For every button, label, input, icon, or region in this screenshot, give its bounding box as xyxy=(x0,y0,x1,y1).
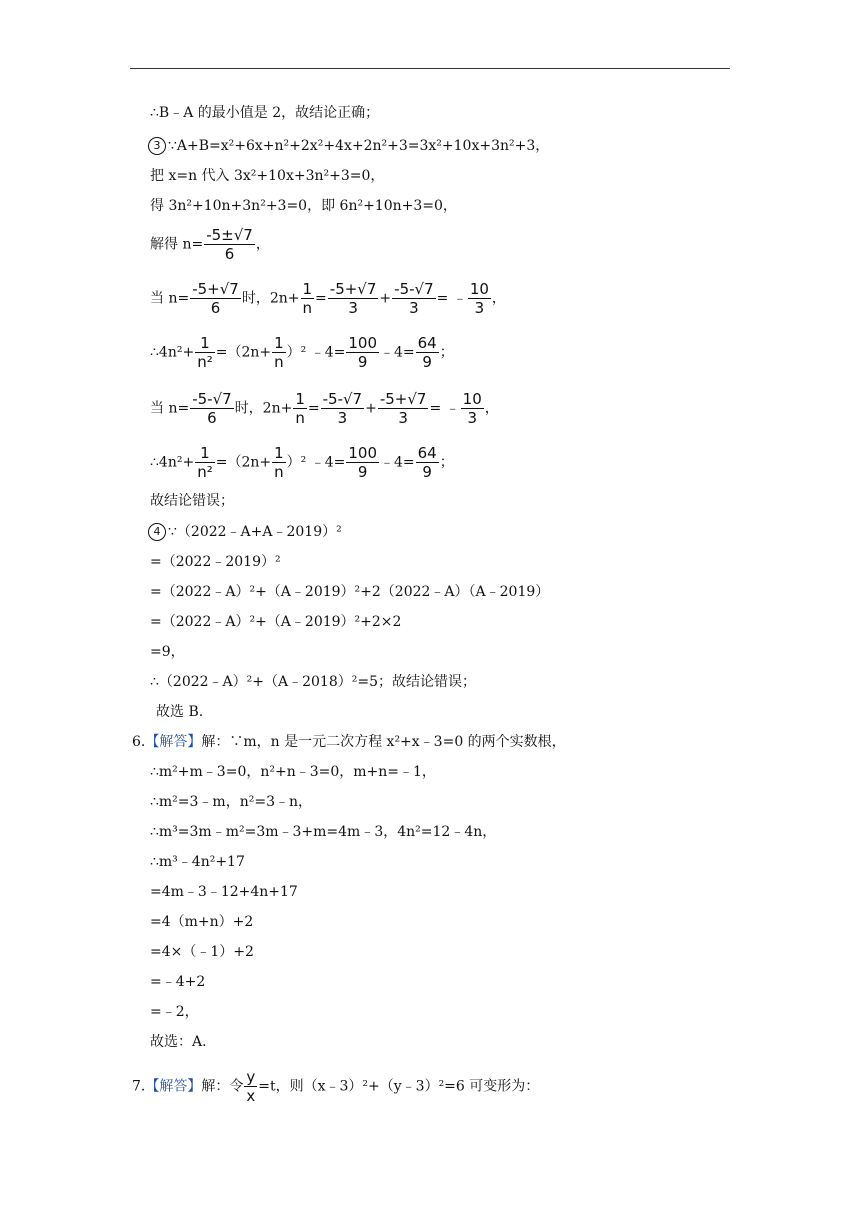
line-item3 xyxy=(148,136,549,156)
circled-3: 3 xyxy=(148,137,166,155)
header-rule xyxy=(130,68,730,69)
line-equation: 得 3n²+10n+3n²+3=0，即 6n²+10n+3=0， xyxy=(150,198,457,214)
line-case2: 当 n= $\frac{-5-√7}{6}$ 时，2n+ $\frac{1}{n}$ = $\frac{-5-√7}{3}$ + $\frac{-5+√7}{3}$ = ﹣ $\frac{10}{3}$ ， xyxy=(150,390,499,427)
frac-root-plus: $\frac{-5+√7}{6}$ xyxy=(192,280,239,317)
line-min-value: ∴B﹣A 的最小值是 2，故结论正确； xyxy=(150,105,380,121)
line-case1-result: ∴4n²+ $\frac{1}{\text{n²}}$ =（2n+ $\frac{1}{n}$ ）² ﹣4= $\frac{100}{9}$ ﹣4= $\frac{64}{9}$ ； xyxy=(150,334,454,371)
q6-choose-a: 故选：A. xyxy=(150,1034,207,1050)
question-7-header: 7.【解答】解：令 $\frac{y}{x}$ =t，则（x﹣3）²+（y﹣3）²=6 可变形为： xyxy=(132,1068,540,1105)
line-step5: =9， xyxy=(150,644,185,660)
q6-line6: =4（m+n）+2 xyxy=(150,914,254,930)
frac-100-9: $\frac{100}{9}$ xyxy=(348,334,377,371)
answer-tag: 【解答】 xyxy=(145,734,202,750)
frac-64-9: $\frac{64}{9}$ xyxy=(417,334,437,371)
frac-b: $\frac{-5-√7}{3}$ xyxy=(394,280,434,317)
frac-ten-thirds: $\frac{10}{3}$ xyxy=(469,280,489,317)
frac-one-over-n2: $\frac{1}{\text{n²}}$ xyxy=(197,334,213,371)
line-step6: ∴（2022﹣A）²+（A﹣2018）²=5；故结论错误； xyxy=(150,674,476,690)
line-step2: =（2022﹣2019）² xyxy=(150,554,281,570)
question-6-header: 6.【解答】解：∵m，n 是一元二次方程 x²+x﹣3=0 的两个实数根， xyxy=(132,734,566,750)
line-step3: =（2022﹣A）²+（A﹣2019）²+2（2022﹣A）（A﹣2019） xyxy=(150,584,550,600)
solve-label: 解得 n= xyxy=(150,236,204,253)
line-item4: 4 ∵（2022﹣A+A﹣2019）² xyxy=(148,522,342,542)
line-substitute: 把 x=n 代入 3x²+10x+3n²+3=0， xyxy=(150,168,385,184)
line-conclusion-wrong: 故结论错误； xyxy=(150,493,234,509)
line-solve: 解得 n= $\frac{-5\pm√7}{6}$ ， xyxy=(150,226,270,263)
frac-one-over-n: $\frac{1}{n}$ xyxy=(302,280,313,317)
line-choose-b: 故选 B. xyxy=(156,704,204,720)
frac-a: $\frac{-5+√7}{3}$ xyxy=(329,280,377,317)
frac-root-pm: $\frac{-5\pm√7}{6}$ xyxy=(206,226,253,263)
circled-4: 4 xyxy=(148,523,166,541)
q6-line9: =﹣2， xyxy=(150,1004,199,1020)
line-case2-result: ∴4n²+ $\frac{1}{\text{n²}}$ =（2n+ $\frac{1}{n}$ ）² ﹣4= $\frac{100}{9}$ ﹣4= $\frac{64}{9}$ ； xyxy=(150,444,454,481)
q6-line8: =﹣4+2 xyxy=(150,974,206,990)
q6-line1: ∴m²+m﹣3=0，n²+n﹣3=0，m+n=﹣1， xyxy=(150,764,436,780)
item3-text: ∵A+B=x²+6x+n²+2x²+4x+2n²+3=3x²+10x+3n²+3， xyxy=(168,138,550,154)
line-step4: =（2022﹣A）²+（A﹣2019）²+2×2 xyxy=(150,614,402,630)
frac-y-over-x: $\frac{y}{x}$ xyxy=(246,1068,256,1105)
q6-line5: =4m﹣3﹣12+4n+17 xyxy=(150,884,298,900)
q6-line4: ∴m³﹣4n²+17 xyxy=(150,854,245,870)
line-case1: 当 n= $\frac{-5+√7}{6}$ 时，2n+ $\frac{1}{n}$ = $\frac{-5+√7}{3}$ + $\frac{-5-√7}{3}$ = ﹣ $\frac{10}{3}$ ， xyxy=(150,280,506,317)
q6-line3: ∴m³=3m﹣m²=3m﹣3+m=4m﹣3，4n²=12﹣4n， xyxy=(150,824,497,840)
q6-line2: ∴m²=3﹣m，n²=3﹣n， xyxy=(150,794,312,810)
q6-line7: =4×（﹣1）+2 xyxy=(150,944,254,960)
